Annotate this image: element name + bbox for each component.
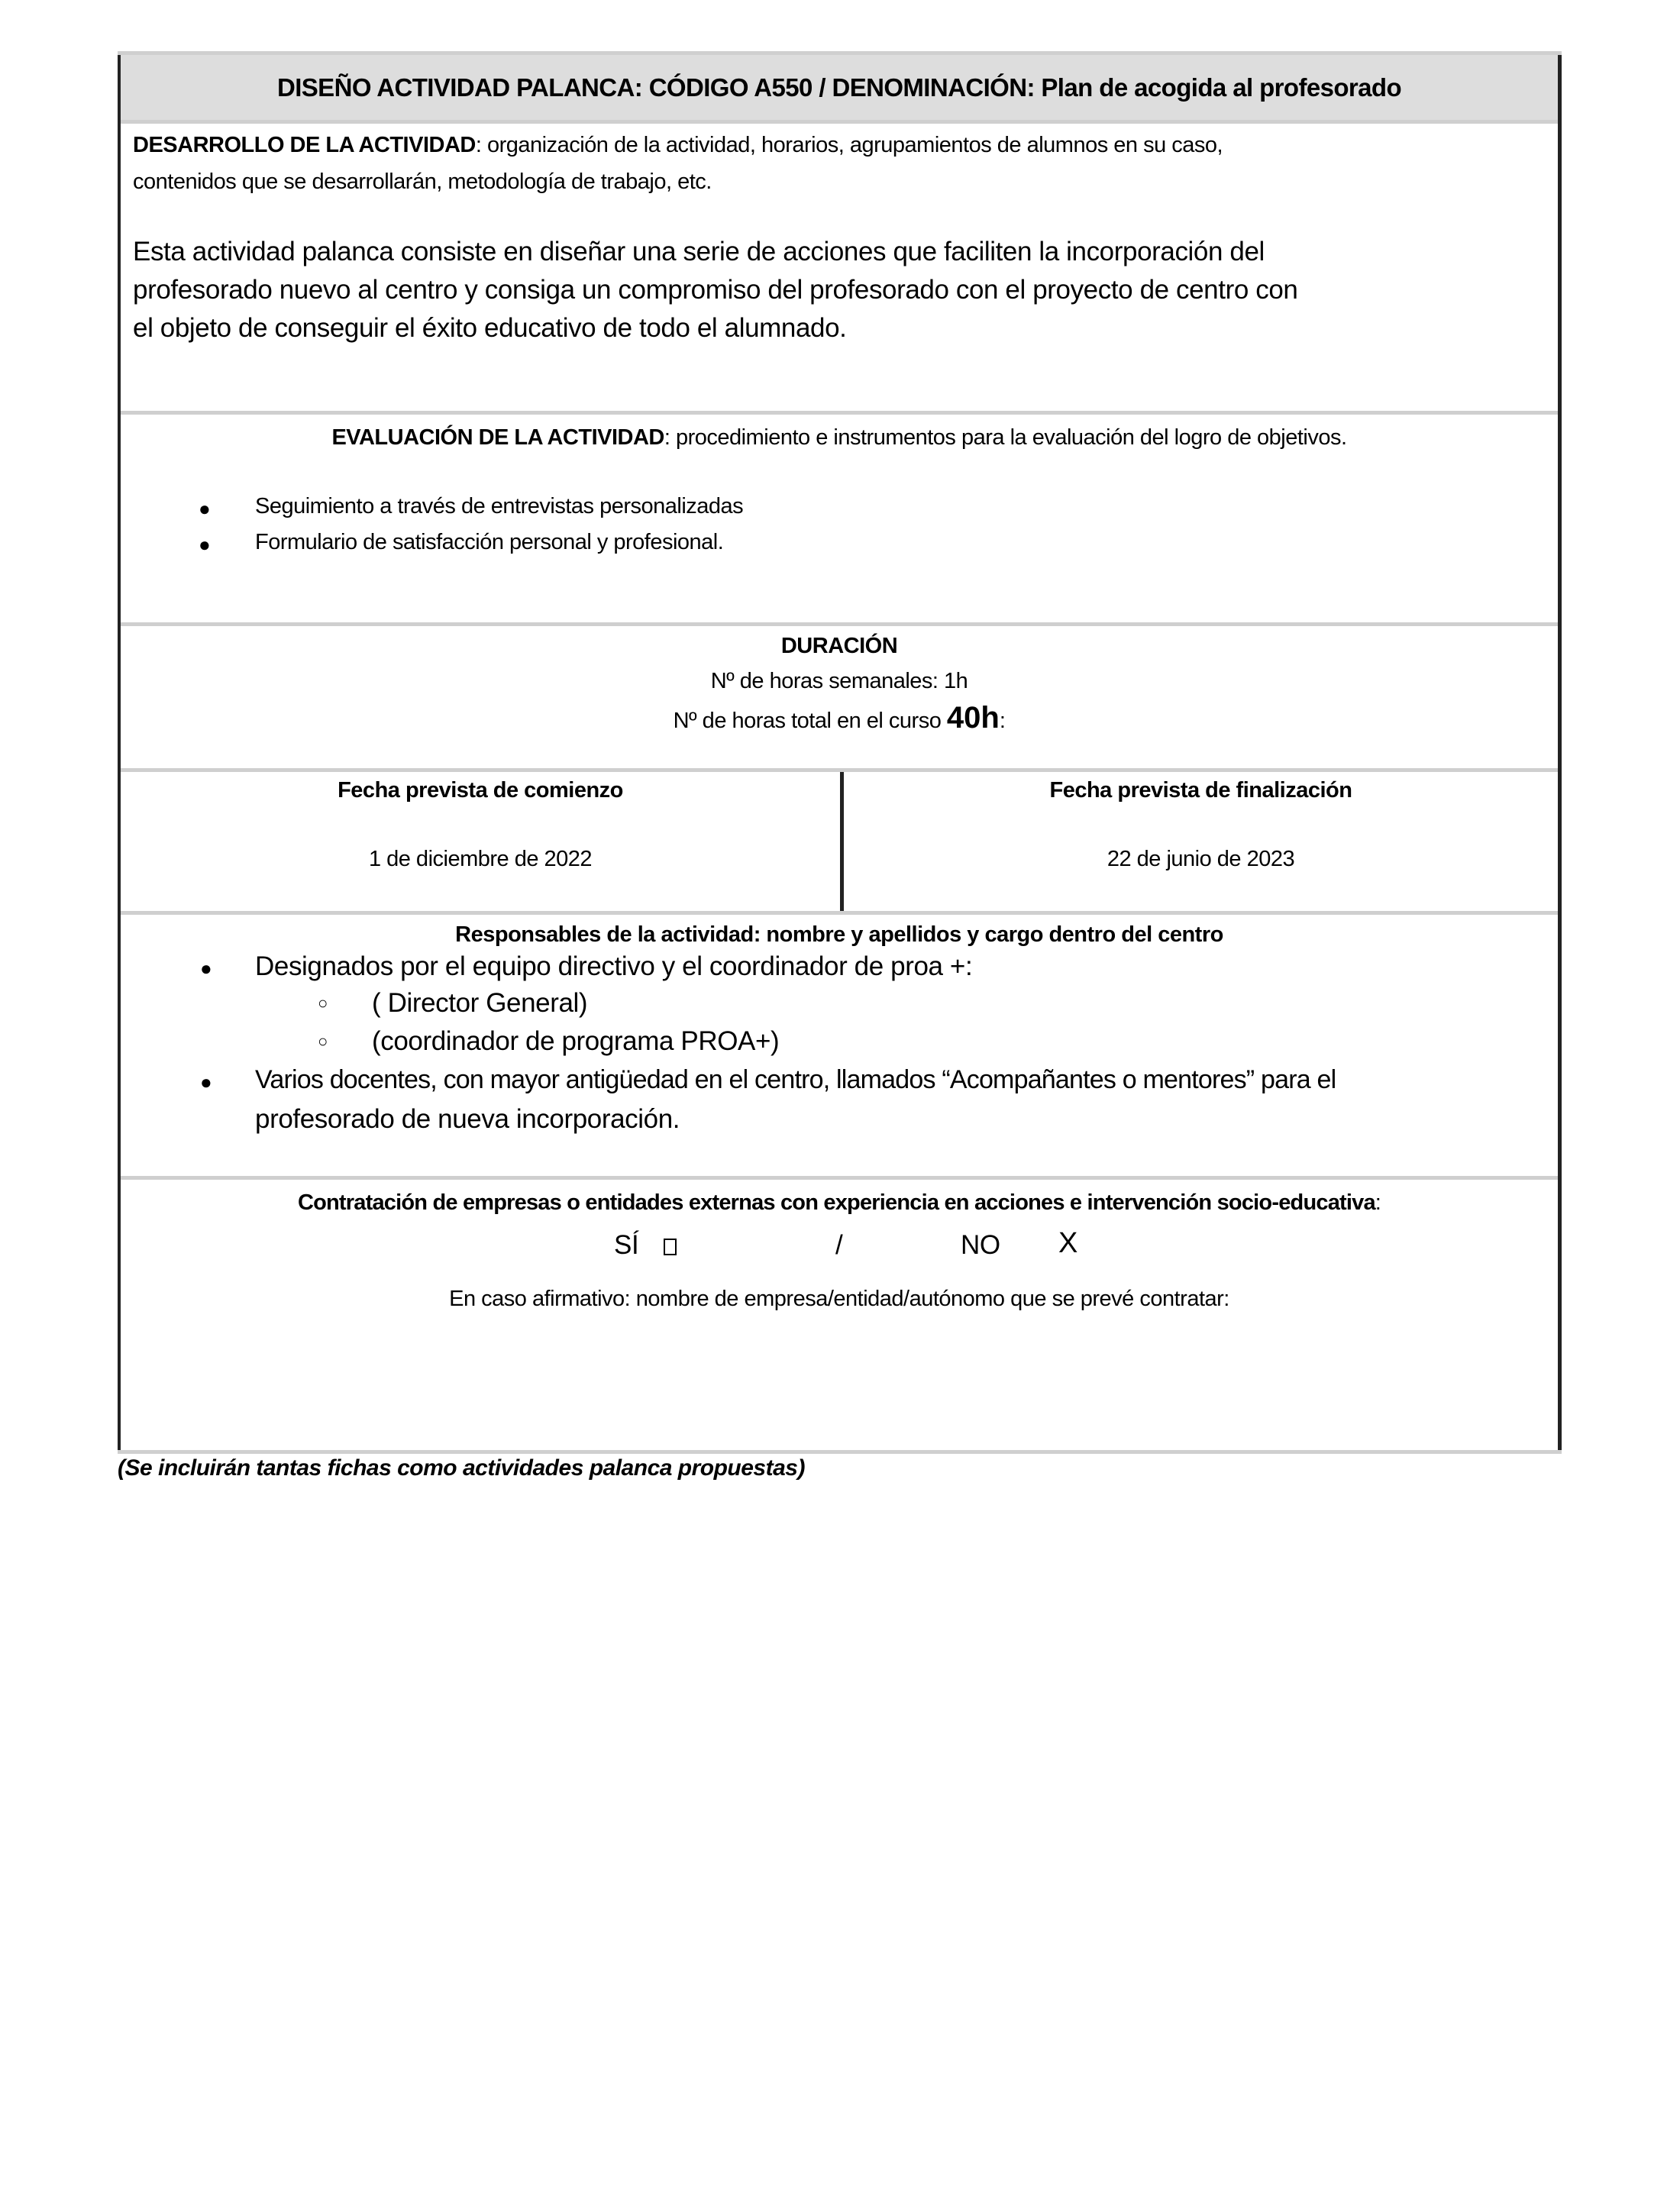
no-option[interactable] [961, 1230, 1000, 1261]
activity-form [118, 51, 1562, 1454]
desarrollo-body-line: el objeto de conseguir el éxito educativo de todo el alumnado. [133, 313, 847, 343]
evaluacion-label: EVALUACIÓN DE LA ACTIVIDAD [331, 425, 664, 450]
horas-total [121, 701, 1558, 735]
bullet-icon: ● [200, 1071, 212, 1093]
activity-table [118, 55, 1562, 1450]
desarrollo-heading [133, 133, 1223, 158]
circle-bullet-icon: ○ [318, 993, 328, 1013]
contratacion-heading [121, 1190, 1558, 1216]
horas-semanales: Nº de horas semanales: 1h [710, 669, 968, 693]
si-checkbox[interactable] [664, 1239, 677, 1258]
fecha-comienzo-cell [121, 772, 840, 911]
bullet-icon: ● [199, 497, 211, 520]
horas-total-suffix: : [999, 709, 1006, 733]
list-item-text: (coordinador de programa PROA+) [372, 1026, 780, 1056]
contratacion-label: Contratación de empresas o entidades externas con experiencia en acciones e intervención socio-educativa [297, 1190, 1375, 1215]
option-separator: / [835, 1230, 843, 1260]
list-item-text: Varios docentes, con mayor antigüedad en el centro, llamados “Acompañantes o mentores” para el [255, 1065, 1336, 1094]
desarrollo-description-line2: contenidos que se desarrollarán, metodología de trabajo, etc. [133, 170, 712, 194]
list-item-text: ( Director General) [372, 988, 588, 1018]
si-label: SÍ [614, 1230, 639, 1260]
affirmative-prompt: En caso afirmativo: nombre de empresa/entidad/autónomo que se prevé contratar: [449, 1287, 1229, 1311]
responsables-label: Responsables de la actividad: nombre y apellidos y cargo dentro del centro [455, 922, 1223, 947]
horas-total-label: Nº de horas total en el curso [673, 709, 947, 733]
desarrollo-body-line: Esta actividad palanca consiste en diseñar una serie de acciones que faciliten la incorporación del [133, 237, 1265, 266]
fecha-finalizacion-label: Fecha prevista de finalización [1049, 778, 1352, 803]
desarrollo-label: DESARROLLO DE LA ACTIVIDAD [133, 133, 476, 157]
bullet-icon: ● [199, 533, 211, 556]
table-bottom-border [118, 1450, 1562, 1454]
form-title: DISEÑO ACTIVIDAD PALANCA: CÓDIGO A550 / DENOMINACIÓN: Plan de acogida al profesorado [121, 55, 1558, 120]
list-item-text: Formulario de satisfacción personal y profesional. [255, 530, 724, 554]
footer-note: (Se incluirán tantas fichas como actividades palanca propuestas) [118, 1455, 805, 1481]
fecha-comienzo-value: 1 de diciembre de 2022 [368, 847, 593, 871]
list-item-text: Designados por el equipo directivo y el coordinador de proa +: [255, 951, 973, 981]
section-fechas [121, 772, 1558, 911]
bullet-icon: ● [200, 957, 212, 980]
section-evaluacion [121, 415, 1558, 622]
circle-bullet-icon: ○ [318, 1032, 328, 1051]
fecha-finalizacion-cell [844, 772, 1558, 911]
contratacion-suffix: : [1375, 1190, 1381, 1215]
fecha-finalizacion-value: 22 de junio de 2023 [1107, 847, 1295, 871]
checkbox-empty-icon [664, 1239, 677, 1255]
desarrollo-description: : organización de la actividad, horarios, agrupamientos de alumnos en su caso, [475, 133, 1223, 157]
list-item-text-continued: profesorado de nueva incorporación. [255, 1104, 680, 1134]
evaluacion-description: : procedimiento e instrumentos para la evaluación del logro de objetivos. [664, 425, 1347, 450]
list-item-text: Seguimiento a través de entrevistas personalizadas [255, 494, 744, 518]
no-mark-x-icon: X [1058, 1227, 1077, 1259]
section-responsables [121, 915, 1558, 1176]
no-label: NO [961, 1230, 1000, 1260]
section-desarrollo [121, 124, 1558, 411]
duracion-label: DURACIÓN [780, 634, 898, 658]
desarrollo-body-line: profesorado nuevo al centro y consiga un compromiso del profesorado con el proyecto de centro con [133, 275, 1298, 305]
section-duracion [121, 626, 1558, 768]
horas-total-value: 40h [946, 701, 1000, 735]
fecha-comienzo-label: Fecha prevista de comienzo [338, 778, 623, 803]
evaluacion-heading [121, 425, 1558, 451]
si-option[interactable] [614, 1230, 638, 1261]
section-contratacion [121, 1180, 1558, 1450]
